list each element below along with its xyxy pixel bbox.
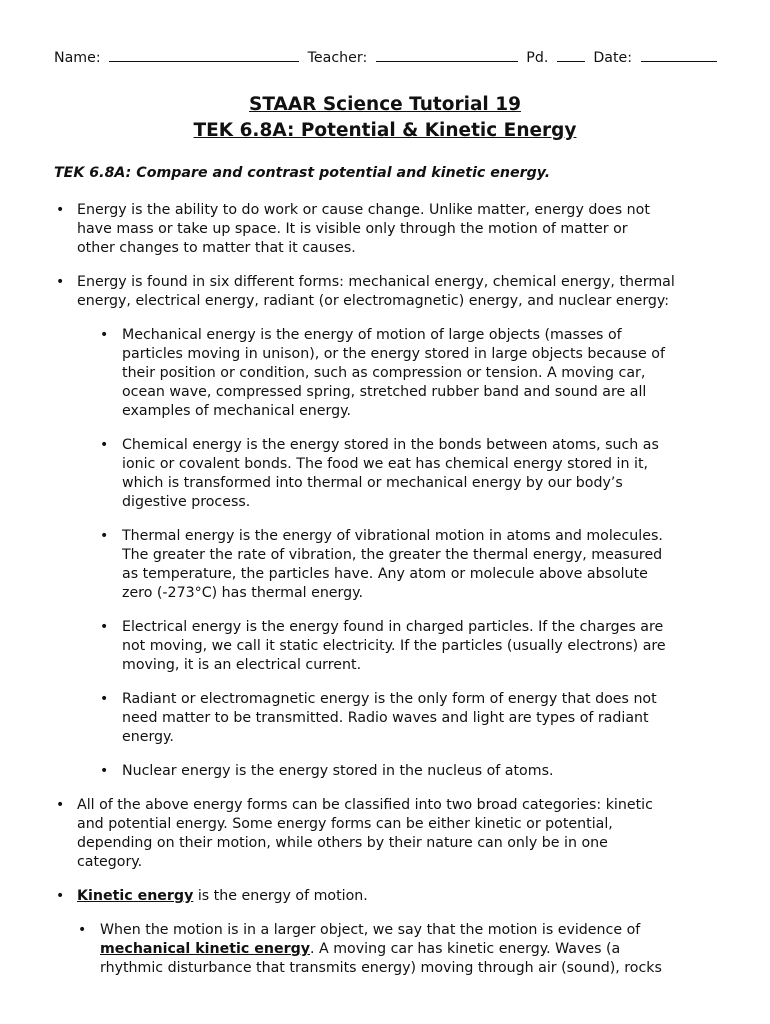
page-subtitle: TEK 6.8A: Potential & Kinetic Energy — [193, 120, 577, 141]
text-line: Electrical energy is the energy found in charged particles. If the charges are — [122, 619, 664, 635]
pd-blank[interactable] — [557, 47, 585, 62]
chemical-energy — [122, 436, 659, 512]
text-line: and potential energy. Some energy forms can be either kinetic or potential, — [77, 816, 613, 832]
text-line: other changes to matter that it causes. — [77, 240, 356, 256]
bullet-icon: • — [78, 922, 87, 938]
text-line: Energy is found in six different forms: mechanical energy, chemical energy, thermal — [77, 274, 675, 290]
date-blank[interactable] — [641, 47, 717, 62]
thermal-energy — [122, 527, 663, 603]
text-line: The greater the rate of vibration, the greater the thermal energy, measured — [122, 547, 663, 563]
kinetic-energy-definition — [77, 887, 368, 906]
text-line: examples of mechanical energy. — [122, 403, 351, 419]
bullet-icon: • — [56, 797, 65, 813]
radiant-energy — [122, 690, 657, 747]
mechanical-energy — [122, 326, 665, 421]
page-title: STAAR Science Tutorial 19 — [249, 94, 521, 115]
date-label: Date: — [593, 50, 633, 66]
teacher-label: Teacher: — [307, 50, 368, 66]
text-line: Energy is the ability to do work or cause change. Unlike matter, energy does not — [77, 202, 650, 218]
text-line: moving, it is an electrical current. — [122, 657, 362, 673]
student-info-header — [54, 47, 744, 68]
text-line: need matter to be transmitted. Radio waves and light are types of radiant — [122, 710, 649, 726]
text-line: ionic or covalent bonds. The food we eat has chemical energy stored in it, — [122, 456, 649, 472]
electrical-energy — [122, 618, 666, 675]
six-forms — [77, 273, 675, 311]
teacher-blank[interactable] — [376, 47, 518, 62]
nuclear-energy — [122, 762, 553, 781]
text-line — [100, 940, 662, 959]
text-line: Mechanical energy is the energy of motion of large objects (masses of — [122, 327, 622, 343]
text-line: zero (-273°C) has thermal energy. — [122, 585, 364, 601]
energy-definition — [77, 201, 650, 258]
text-line: rhythmic disturbance that transmits energy) moving through air (sound), rocks — [100, 960, 662, 976]
bullet-icon: • — [100, 619, 109, 635]
text-line: energy. — [122, 729, 174, 745]
text-line: All of the above energy forms can be classified into two broad categories: kinetic — [77, 797, 653, 813]
text-line: energy, electrical energy, radiant (or electromagnetic) energy, and nuclear energy: — [77, 293, 670, 309]
text-line: Thermal energy is the energy of vibrational motion in atoms and molecules. — [122, 528, 663, 544]
kinetic-energy-rest: is the energy of motion. — [193, 888, 368, 904]
mechanical-kinetic-energy — [100, 921, 662, 978]
pd-label: Pd. — [526, 50, 549, 66]
bullet-icon: • — [100, 437, 109, 453]
bullet-icon: • — [100, 327, 109, 343]
bullet-icon: • — [56, 274, 65, 290]
energy-categories — [77, 796, 653, 872]
kinetic-energy-term: Kinetic energy — [77, 888, 194, 904]
text-line: Radiant or electromagnetic energy is the only form of energy that does not — [122, 691, 657, 707]
bullet-icon: • — [56, 888, 65, 904]
text-line: their position or condition, such as compression or tension. A moving car, — [122, 365, 646, 381]
text-line: Chemical energy is the energy stored in the bonds between atoms, such as — [122, 437, 659, 453]
text-line: have mass or take up space. It is visible only through the motion of matter or — [77, 221, 628, 237]
bullet-icon: • — [100, 528, 109, 544]
bullet-icon: • — [100, 691, 109, 707]
tek-statement: TEK 6.8A: Compare and contrast potential and kinetic energy. — [54, 165, 551, 181]
text-line: as temperature, the particles have. Any atom or molecule above absolute — [122, 566, 648, 582]
text-line: particles moving in unison), or the energy stored in large objects because of — [122, 346, 665, 362]
name-blank[interactable] — [109, 47, 299, 62]
text-line: depending on their motion, while others by their nature can only be in one — [77, 835, 608, 851]
mechanical-kinetic-term: mechanical kinetic energy — [100, 941, 310, 957]
text-line: not moving, we call it static electricity. If the particles (usually electrons) are — [122, 638, 666, 654]
text-line: digestive process. — [122, 494, 251, 510]
text-line: When the motion is in a larger object, we say that the motion is evidence of — [100, 922, 641, 938]
text-line: Nuclear energy is the energy stored in the nucleus of atoms. — [122, 763, 554, 779]
name-label: Name: — [54, 50, 101, 66]
bullet-icon: • — [100, 763, 109, 779]
text-line: category. — [77, 854, 143, 870]
text-line: ocean wave, compressed spring, stretched rubber band and sound are all — [122, 384, 647, 400]
text-line: which is transformed into thermal or mechanical energy by our body’s — [122, 475, 623, 491]
bullet-icon: • — [56, 202, 65, 218]
text-fragment: . A moving car has kinetic energy. Waves (a — [310, 941, 621, 957]
